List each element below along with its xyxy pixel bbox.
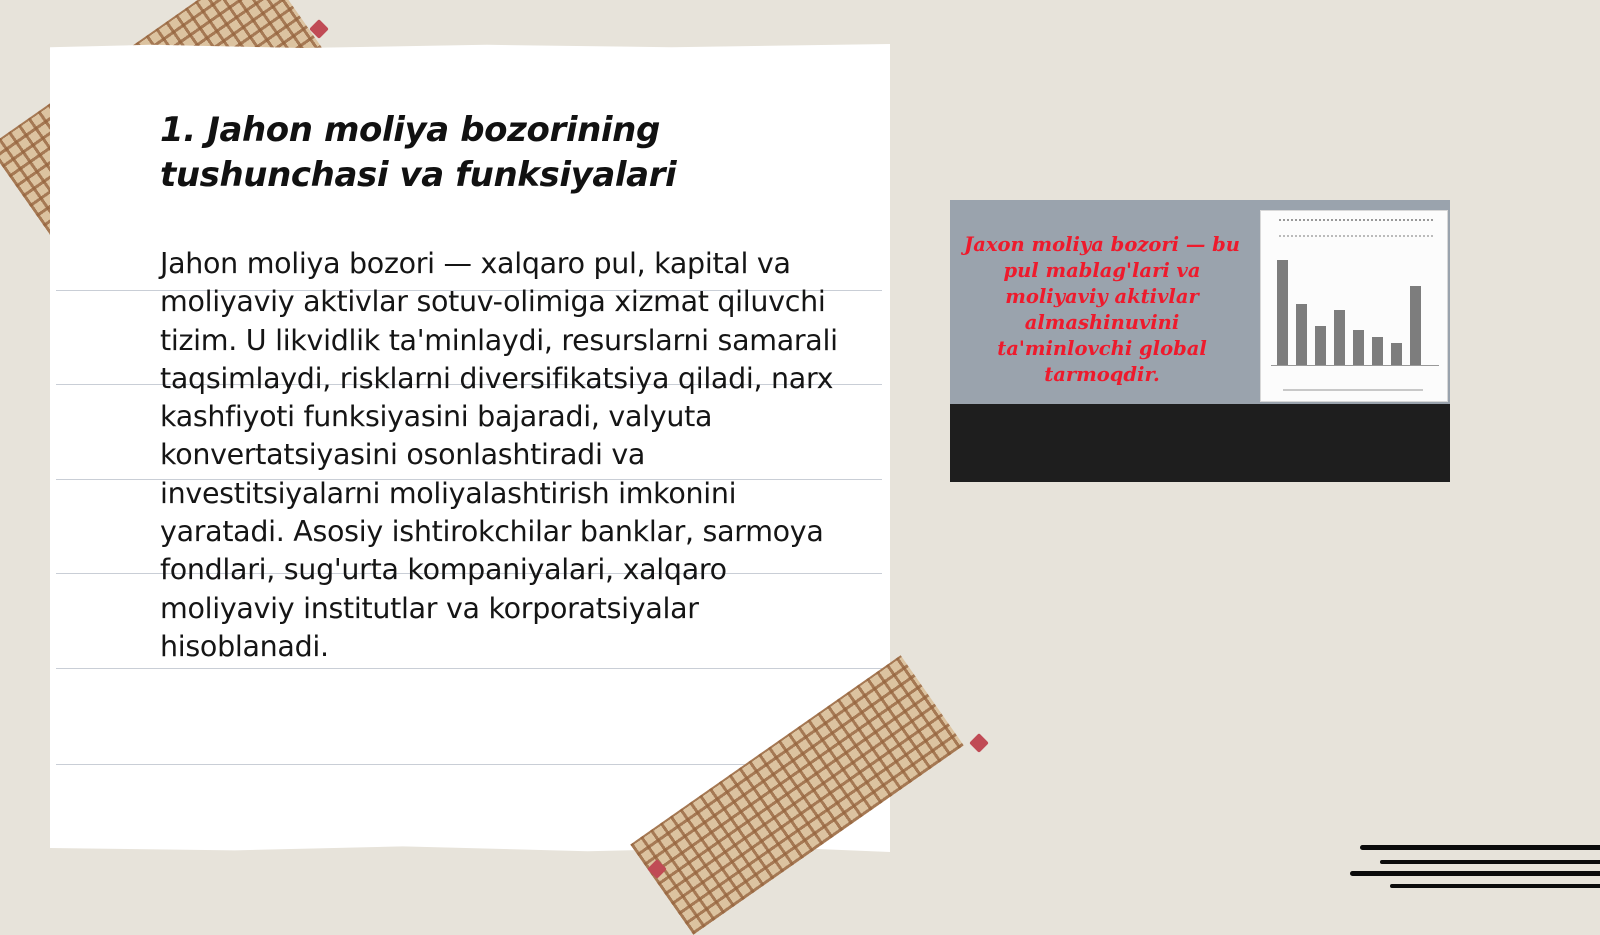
mini-chart-bar <box>1277 260 1288 365</box>
mini-chart-bar <box>1315 326 1326 365</box>
mini-bar-chart-thumbnail <box>1260 210 1448 402</box>
brush-stroke <box>1350 871 1600 876</box>
slide-body-text: Jahon moliya bozori — xalqaro pul, kapital va moliyaviy aktivlar sotuv-olimiga xizmat qiluvchi tizim. U likvidlik ta'minlaydi, resurslarni samarali taqsimlaydi, risklarni diversifikatsiya qiladi, narx kashfiyoti funksiyasini bajaradi, valyuta konvertatsiyasini osonlashtiradi va investitsiyalarni moliyalashtirish imkonini yaratadi. Asosiy ishtirokchilar banklar, sarmoya fondlari, sug'urta kompaniyalari, xalqaro moliyaviy institutlar va korporatsiyalar hisoblanadi. <box>160 247 838 663</box>
media-preview-area <box>950 200 1450 404</box>
tape-end-bottom <box>969 733 989 753</box>
mini-chart-bar <box>1391 343 1402 365</box>
paper-rule-line <box>56 668 882 669</box>
mini-chart-bar <box>1353 330 1364 365</box>
mini-chart-bar <box>1372 337 1383 365</box>
decorative-brush-strokes <box>1330 840 1600 900</box>
mini-chart-title-placeholder <box>1279 219 1433 237</box>
embedded-media-image <box>950 200 1450 482</box>
brush-stroke <box>1380 860 1600 864</box>
mini-chart-axis <box>1271 365 1439 366</box>
mini-chart-bar <box>1410 286 1421 365</box>
brush-stroke <box>1360 845 1600 850</box>
mini-chart-footer-placeholder <box>1283 389 1423 391</box>
brush-stroke <box>1390 884 1600 888</box>
mini-chart-bar <box>1296 304 1307 365</box>
slide-title: 1. Jahon moliya bozorining tushunchasi va funksiyalari <box>160 110 677 195</box>
media-caption: Jaxon moliya bozori — bu pul mablag'lari va moliyaviy aktivlar almashinuvini ta'minlovchi global tarmoqdir. <box>964 233 1240 386</box>
mini-chart-bar <box>1334 310 1345 365</box>
